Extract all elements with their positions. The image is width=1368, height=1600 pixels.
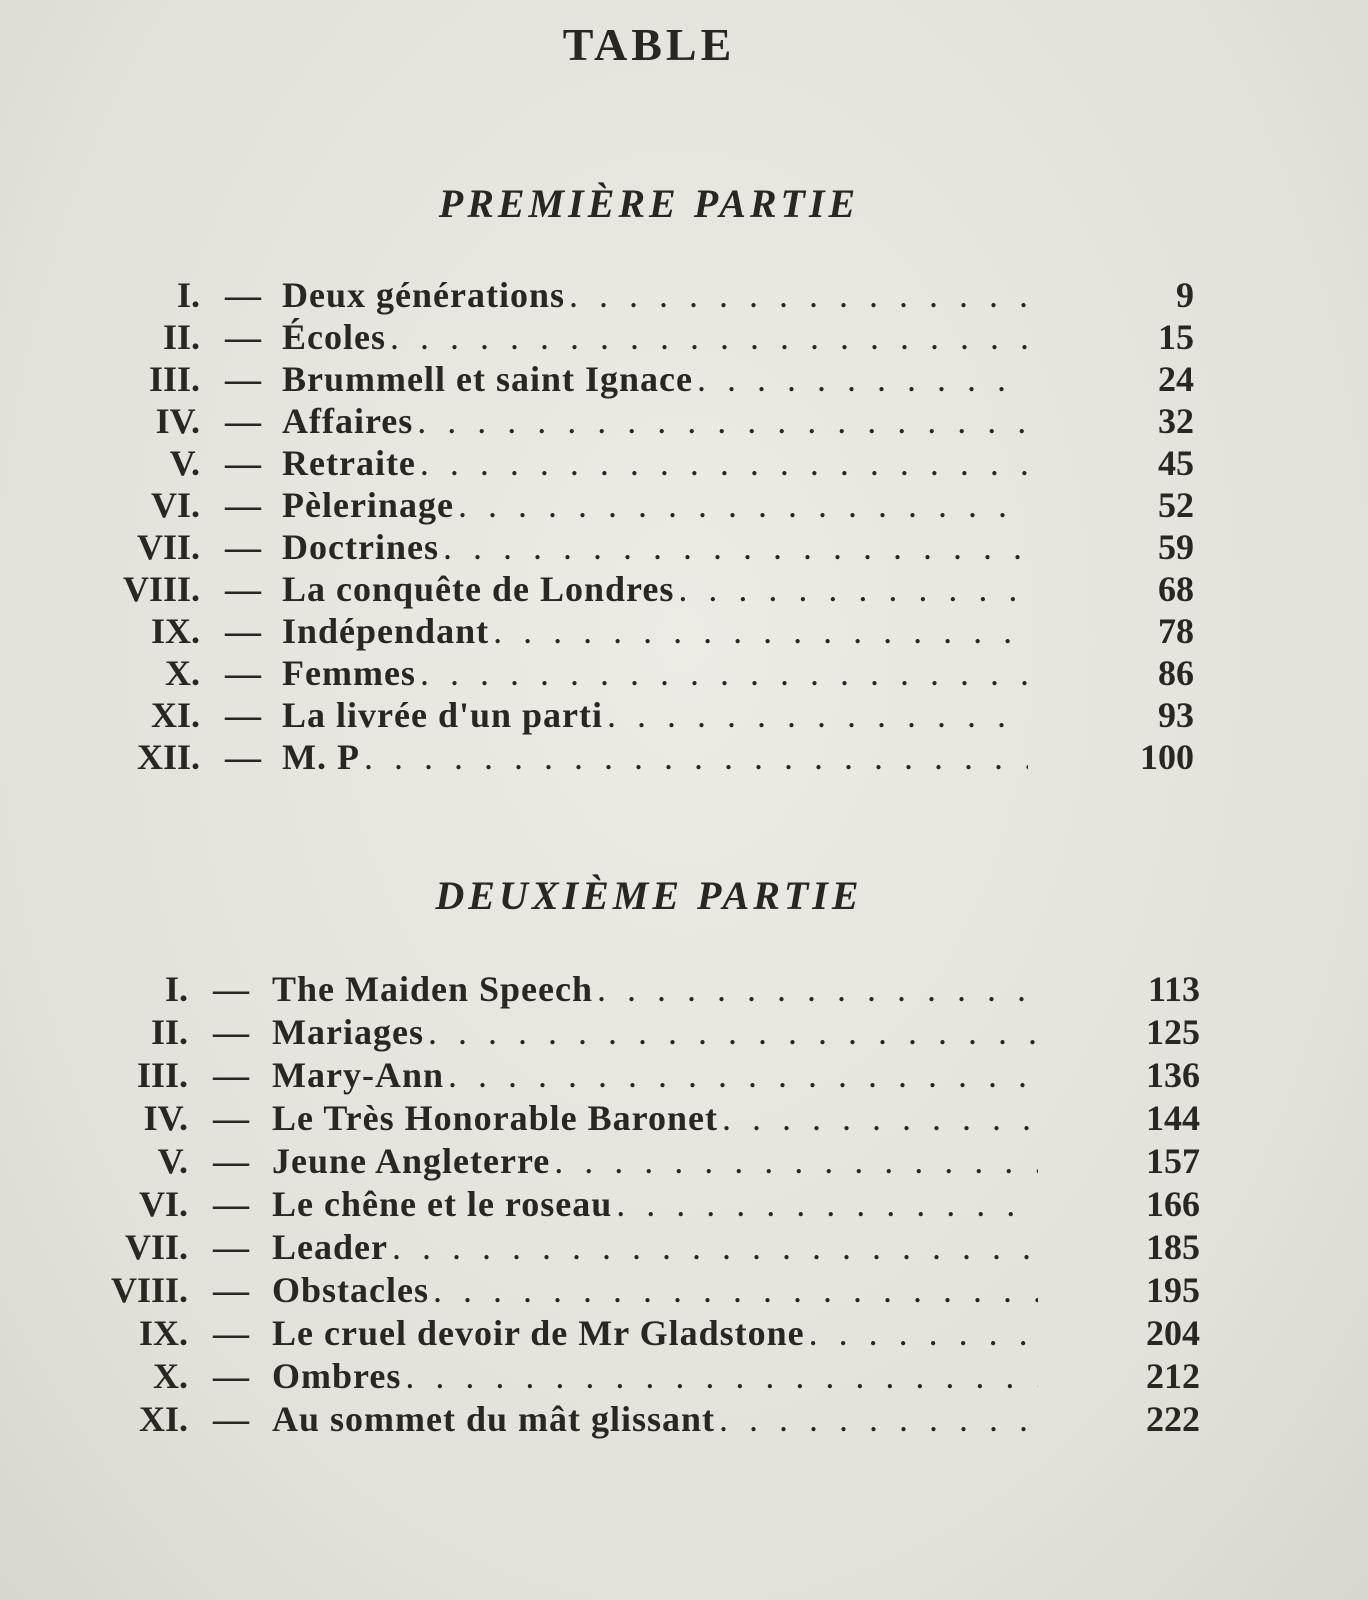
page-number: 195 xyxy=(1146,1270,1200,1310)
separator-dash: — xyxy=(225,359,261,399)
separator-dash: — xyxy=(225,485,261,525)
separator-dash: — xyxy=(225,275,261,315)
dot-leader xyxy=(420,442,1028,484)
separator-dash: — xyxy=(213,1356,249,1396)
page-number: 9 xyxy=(1176,275,1194,315)
page-number: 185 xyxy=(1146,1227,1200,1267)
chapter-numeral: V. xyxy=(169,443,200,483)
chapter-numeral: V. xyxy=(157,1141,188,1181)
separator-dash: — xyxy=(225,527,261,567)
dot-leader xyxy=(616,1183,1038,1226)
chapter-title xyxy=(282,274,1028,316)
toc-entry xyxy=(0,694,1368,736)
separator-dash: — xyxy=(225,695,261,735)
toc-list-part-1 xyxy=(0,274,1368,778)
chapter-numeral: I. xyxy=(176,275,200,315)
separator-dash: — xyxy=(213,969,249,1009)
chapter-title-text: Retraite xyxy=(282,443,416,483)
page-title: TABLE xyxy=(562,19,736,70)
dot-leader xyxy=(364,736,1028,778)
chapter-title xyxy=(282,526,1028,568)
toc-entry xyxy=(0,1054,1368,1097)
chapter-title-text: La livrée d'un parti xyxy=(282,695,604,735)
dot-leader xyxy=(443,526,1028,568)
dot-leader xyxy=(428,1011,1038,1054)
chapter-title xyxy=(282,610,1028,652)
dot-leader xyxy=(493,610,1028,652)
dot-leader xyxy=(458,484,1028,526)
page-number: 24 xyxy=(1158,359,1194,399)
chapter-title-text: Ombres xyxy=(272,1356,402,1396)
toc-entry xyxy=(0,1140,1368,1183)
chapter-numeral: IX. xyxy=(138,1313,188,1353)
toc-entry xyxy=(0,358,1368,400)
chapter-title xyxy=(282,568,1028,610)
dot-leader xyxy=(554,1140,1038,1183)
chapter-title xyxy=(272,1183,1038,1226)
page-number: 32 xyxy=(1158,401,1194,441)
dot-leader xyxy=(678,568,1028,610)
chapter-title-text: Le Très Honorable Baronet xyxy=(272,1098,718,1138)
toc-entry xyxy=(0,1226,1368,1269)
toc-entry xyxy=(0,1398,1368,1441)
chapter-title xyxy=(282,400,1028,442)
page-number: 45 xyxy=(1158,443,1194,483)
separator-dash: — xyxy=(225,317,261,357)
separator-dash: — xyxy=(213,1098,249,1138)
chapter-title xyxy=(272,1097,1038,1140)
chapter-numeral: X. xyxy=(165,653,200,693)
chapter-numeral: XII. xyxy=(136,737,200,777)
toc-list-part-2 xyxy=(0,968,1368,1441)
dot-leader xyxy=(405,1355,1038,1398)
chapter-title-text: Mariages xyxy=(272,1012,424,1052)
chapter-title xyxy=(272,1226,1038,1269)
chapter-numeral: III. xyxy=(148,359,200,399)
separator-dash: — xyxy=(213,1313,249,1353)
toc-entry xyxy=(0,1097,1368,1140)
separator-dash: — xyxy=(225,443,261,483)
part-heading-deuxieme: DEUXIÈME PARTIE xyxy=(435,873,863,918)
dot-leader xyxy=(448,1054,1038,1097)
chapter-title xyxy=(272,1011,1038,1054)
separator-dash: — xyxy=(213,1055,249,1095)
chapter-title xyxy=(272,1269,1038,1312)
separator-dash: — xyxy=(225,611,261,651)
page-number: 204 xyxy=(1146,1313,1200,1353)
toc-entry xyxy=(0,652,1368,694)
dot-leader xyxy=(420,652,1028,694)
chapter-title-text: M. P xyxy=(282,737,360,777)
dot-leader xyxy=(569,274,1028,316)
page-number: 113 xyxy=(1147,969,1200,1009)
chapter-title xyxy=(282,736,1028,778)
chapter-title-text: Obstacles xyxy=(272,1270,429,1310)
dot-leader xyxy=(417,400,1028,442)
chapter-numeral: XI. xyxy=(150,695,200,735)
page-number: 68 xyxy=(1158,569,1194,609)
chapter-numeral: IV. xyxy=(155,401,200,441)
chapter-title xyxy=(282,442,1028,484)
toc-entry xyxy=(0,1312,1368,1355)
chapter-numeral: XI. xyxy=(138,1399,188,1439)
separator-dash: — xyxy=(225,401,261,441)
page-number: 93 xyxy=(1158,695,1194,735)
chapter-numeral: VI. xyxy=(138,1184,188,1224)
page-number: 78 xyxy=(1158,611,1194,651)
chapter-numeral: I. xyxy=(164,969,188,1009)
separator-dash: — xyxy=(213,1184,249,1224)
toc-entry xyxy=(0,736,1368,778)
chapter-numeral: X. xyxy=(153,1356,188,1396)
chapter-title xyxy=(282,652,1028,694)
dot-leader xyxy=(433,1269,1038,1312)
dot-leader xyxy=(607,694,1028,736)
separator-dash: — xyxy=(225,569,261,609)
toc-entry xyxy=(0,1269,1368,1312)
page-number: 59 xyxy=(1158,527,1194,567)
chapter-title-text: Indépendant xyxy=(282,611,490,651)
chapter-title-text: Doctrines xyxy=(282,527,439,567)
toc-entry xyxy=(0,568,1368,610)
separator-dash: — xyxy=(213,1141,249,1181)
toc-entry xyxy=(0,274,1368,316)
chapter-numeral: VI. xyxy=(150,485,200,525)
dot-leader xyxy=(697,358,1028,400)
chapter-title-text: Écoles xyxy=(282,317,386,357)
chapter-title-text: La conquête de Londres xyxy=(282,569,675,609)
page-number: 136 xyxy=(1146,1055,1200,1095)
toc-entry xyxy=(0,1355,1368,1398)
page-number: 222 xyxy=(1146,1399,1200,1439)
page-number: 212 xyxy=(1146,1356,1200,1396)
chapter-title-text: Deux générations xyxy=(282,275,565,315)
chapter-title xyxy=(282,316,1028,358)
toc-entry xyxy=(0,484,1368,526)
page-number: 125 xyxy=(1146,1012,1200,1052)
chapter-numeral: VII. xyxy=(124,1227,188,1267)
toc-entry xyxy=(0,442,1368,484)
toc-entry xyxy=(0,610,1368,652)
chapter-title xyxy=(272,1140,1038,1183)
toc-entry xyxy=(0,526,1368,568)
toc-entry xyxy=(0,316,1368,358)
separator-dash: — xyxy=(213,1270,249,1310)
dot-leader xyxy=(390,316,1028,358)
separator-dash: — xyxy=(225,653,261,693)
chapter-title xyxy=(272,1355,1038,1398)
chapter-numeral: VIII. xyxy=(122,569,200,609)
page-number: 166 xyxy=(1146,1184,1200,1224)
chapter-numeral: IX. xyxy=(150,611,200,651)
chapter-numeral: VII. xyxy=(136,527,200,567)
chapter-title-text: Jeune Angleterre xyxy=(272,1141,551,1181)
toc-entry xyxy=(0,400,1368,442)
dot-leader xyxy=(392,1226,1038,1269)
page-number: 144 xyxy=(1146,1098,1200,1138)
chapter-title xyxy=(272,1054,1038,1097)
chapter-title xyxy=(272,968,1038,1011)
chapter-numeral: II. xyxy=(150,1012,188,1052)
chapter-title-text: Mary-Ann xyxy=(272,1055,444,1095)
page-number: 15 xyxy=(1158,317,1194,357)
page-number: 86 xyxy=(1158,653,1194,693)
dot-leader xyxy=(809,1312,1038,1355)
part-heading-premiere: PREMIÈRE PARTIE xyxy=(438,181,860,226)
chapter-title xyxy=(272,1398,1038,1441)
chapter-numeral: III. xyxy=(136,1055,188,1095)
separator-dash: — xyxy=(213,1012,249,1052)
chapter-title xyxy=(272,1312,1038,1355)
chapter-numeral: IV. xyxy=(143,1098,188,1138)
chapter-title-text: Brummell et saint Ignace xyxy=(282,359,693,399)
page-number: 100 xyxy=(1140,737,1194,777)
chapter-title xyxy=(282,484,1028,526)
chapter-title xyxy=(282,358,1028,400)
chapter-title-text: Femmes xyxy=(282,653,416,693)
chapter-numeral: VIII. xyxy=(110,1270,188,1310)
dot-leader xyxy=(597,968,1038,1011)
chapter-title-text: The Maiden Speech xyxy=(272,969,594,1009)
separator-dash: — xyxy=(213,1399,249,1439)
chapter-numeral: II. xyxy=(162,317,200,357)
toc-entry xyxy=(0,1011,1368,1054)
chapter-title-text: Le cruel devoir de Mr Gladstone xyxy=(272,1313,805,1353)
chapter-title xyxy=(282,694,1028,736)
chapter-title-text: Pèlerinage xyxy=(282,485,454,525)
separator-dash: — xyxy=(213,1227,249,1267)
chapter-title-text: Au sommet du mât glissant xyxy=(272,1399,716,1439)
chapter-title-text: Leader xyxy=(272,1227,388,1267)
dot-leader xyxy=(722,1097,1038,1140)
page-number: 157 xyxy=(1146,1141,1200,1181)
chapter-title-text: Affaires xyxy=(282,401,414,441)
chapter-title-text: Le chêne et le roseau xyxy=(272,1184,613,1224)
separator-dash: — xyxy=(225,737,261,777)
toc-entry xyxy=(0,1183,1368,1226)
toc-entry xyxy=(0,968,1368,1011)
dot-leader xyxy=(719,1398,1038,1441)
page-number: 52 xyxy=(1158,485,1194,525)
